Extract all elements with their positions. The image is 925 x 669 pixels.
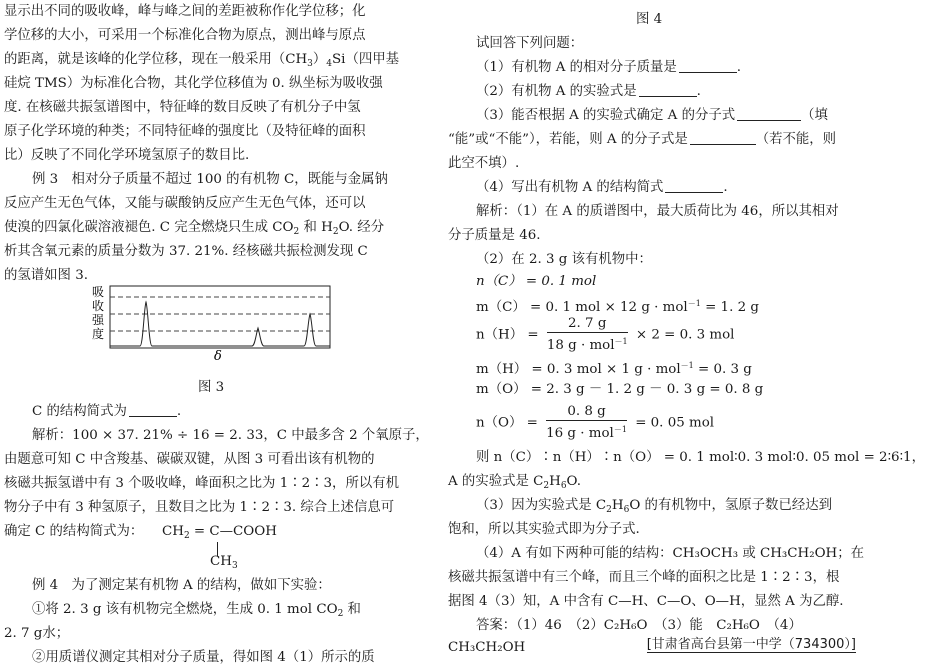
text-line: 原子化学环境的种类；不同特征峰的强度比（及特征峰的面积 [4, 124, 366, 139]
figure-4-caption: 图 4 [636, 12, 663, 27]
text-line: 饱和，所以其实验式即为分子式. [448, 522, 640, 537]
question-4: （4）写出有机物 A 的结构简式 . [476, 180, 728, 195]
question-c-structure: C 的结构简式为 . [32, 404, 182, 419]
text-line: （3）因为实验式是 $C_2H_6O$ 的有机物中，氢原子数已经达到 [476, 498, 833, 515]
calc-fraction-o: n（O） = $\frac{0. 8 g}{16 g \cdot mol^{-1}}$ = 0. 05 mol [476, 404, 715, 441]
plot-frame [110, 286, 330, 348]
text-line: ①将 2. 3 g 该有机物完全燃烧，生成 0. 1 mol $CO_2$ 和 [32, 602, 361, 619]
calc-line: m（C） = 0. 1 mol × 12 g · mol$^{-1}$ = 1. 2 g [476, 299, 759, 315]
text-line: 2. 7 g水； [4, 626, 70, 641]
nmr-spectrum-figure-3 [88, 284, 338, 364]
y-axis-label-char: 强 [92, 313, 105, 327]
text-line: 硅烷 TMS）为标准化合物，其化学位移值为 0. 纵坐标为吸收强 [4, 76, 383, 91]
text-line: 学位移的大小，可采用一个标准化合物为原点，测出峰与原点 [4, 28, 366, 43]
question-2: （2）有机物 A 的实验式是 . [476, 84, 701, 99]
text-line: 则 n（C）∶n（H）∶n（O） = 0. 1 mol∶0. 3 mol∶0. 05 mol = 2∶6∶1， [476, 450, 925, 465]
calc-fraction-h: n（H） = $\frac{2. 7 g}{18 g \cdot mol^{-1}}$ × 2 = 0. 3 mol [476, 316, 735, 353]
text-line: 核磁共振氢谱中有三个峰，而且三个峰的面积之比是 1∶2∶3，根 [448, 570, 840, 585]
text-line: 由题意可知 C 中含羧基、碳碳双键，从图 3 可看出该有机物的 [4, 452, 375, 467]
x-axis-label: δ [214, 349, 222, 364]
text-line: 分子质量是 46. [448, 228, 541, 243]
calc-line: m（O） = 2. 3 g － 1. 2 g － 0. 3 g = 0. 8 g [476, 382, 764, 397]
text-line: 据图 4（3）知，A 中含有 C—H、C—O、O—H，显然 A 为乙醇. [448, 594, 844, 609]
text-line: 比）反映了不同化学环境氢原子的数目比. [4, 148, 250, 163]
text-line: 此空不填）. [448, 156, 520, 171]
text-line: 核磁共振氢谱中有 3 个吸收峰，峰面积之比为 1∶2∶3，所以有机 [4, 476, 400, 491]
text-line: （2）在 2. 3 g 该有机物中： [476, 252, 652, 267]
text-line: 解析：100 × 37. 21% ÷ 16 = 2. 33，C 中最多含 2 个氧原子， [32, 428, 429, 443]
y-axis-label-char: 度 [92, 327, 105, 341]
text-line: 的距离，就是该峰的化学位移，现在一般采用$(CH_3)_4Si$（四甲基 [4, 52, 400, 69]
y-axis-label-char: 收 [92, 299, 105, 313]
text-line: 反应产生无色气体，又能与碳酸钠反应产生无色气体，还可以 [4, 196, 366, 211]
question-1: （1）有机物 A 的相对分子质量是 . [476, 60, 742, 75]
text-line: 使溴的四氯化碳溶液褪色. C 完全燃烧只生成 $CO_2$ 和 $H_2O$. 经分 [4, 220, 385, 237]
spectrum-line [110, 302, 330, 346]
y-axis-label-char: 吸 [92, 285, 105, 299]
calc-line: n（C） = 0. 1 mol [476, 274, 597, 289]
answer-line: CH₃CH₂OH [448, 640, 526, 655]
figure-3-caption: 图 3 [198, 380, 225, 395]
text-line: 物分子中有 3 种氢原子，且数目之比为 1∶2∶3. 综合上述信息可 [4, 500, 395, 515]
text-line: 析其含氧元素的质量分数为 37. 21%. 经核磁共振检测发现 C [4, 244, 368, 259]
text-line: A 的实验式是 $C_2H_6O$. [448, 474, 581, 491]
text-line: 显示出不同的吸收峰，峰与峰之间的差距被称作化学位移；化 [4, 4, 366, 19]
text-line: 度. 在核磁共振氢谱图中，特征峰的数目反映了有机分子中氢 [4, 100, 361, 115]
source-footer: [甘肃省高台县第一中学（734300）] [647, 633, 856, 653]
text-line: ②用质谱仪测定其相对分子质量，得如图 4（1）所示的质 [32, 650, 375, 665]
answer-line: 答案：（1）46 （2）C₂H₆O （3）能 C₂H₆O （4） [476, 618, 802, 633]
text-line: 的氢谱如图 3. [4, 268, 88, 283]
calc-line: m（H） = 0. 3 mol × 1 g · mol$^{-1}$ = 0. 3 g [476, 361, 752, 377]
text-line: 试回答下列问题： [476, 36, 584, 51]
text-line: （4）A 有如下两种可能的结构：CH₃OCH₃ 或 CH₃CH₂OH；在 [476, 546, 865, 561]
text-line: 解析：（1）在 A 的质谱图中，最大质荷比为 46，所以其相对 [476, 204, 839, 219]
structural-formula: $CH_2$ = C—COOH [162, 524, 277, 541]
example-4-heading: 例 4 为了测定某有机物 A 的结构，做如下实验： [32, 578, 331, 593]
methyl-branch: $CH_3$ [210, 554, 238, 571]
text-line: “能”或“不能”），若能，则 A 的分子式是 （若不能，则 [448, 132, 837, 147]
text-line: 确定 C 的结构简式为： [4, 524, 144, 539]
example-3-heading: 例 3 相对分子质量不超过 100 的有机物 C，既能与金属钠 [32, 172, 388, 187]
question-3: （3）能否根据 A 的实验式确定 A 的分子式 （填 [476, 108, 828, 123]
